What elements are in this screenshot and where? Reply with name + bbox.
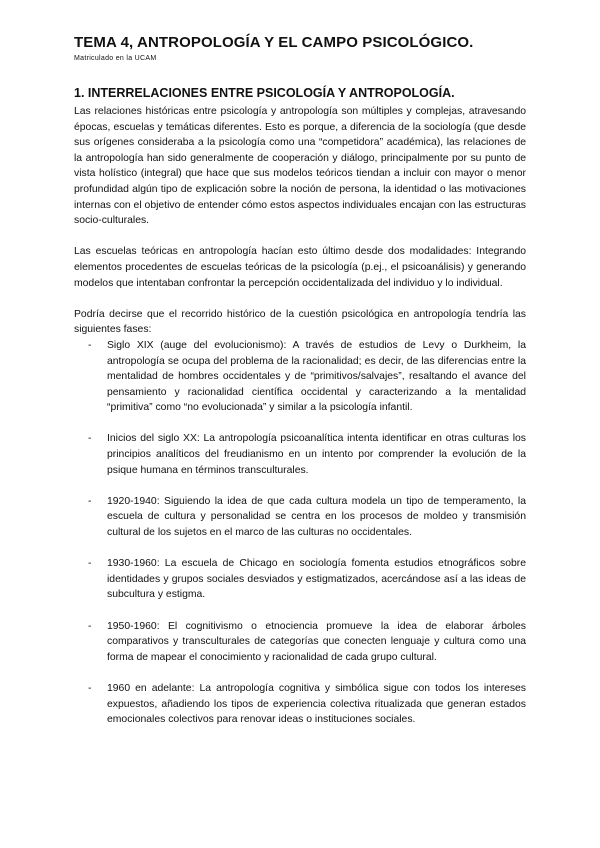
bullet-dash: - (88, 495, 92, 507)
list-item (74, 681, 526, 728)
list-item-text: 1930-1960: La escuela de Chicago en sociología fomenta estudios etnográficos sobre identidades y grupos sociales desviados y estigmatizados, acercándose así a las ideas de subcultura y estigma. (107, 558, 526, 601)
list-item (74, 619, 526, 666)
list-item-text: Inicios del siglo XX: La antropología psicoanalítica intenta identificar en otras culturas los principios analíticos del freudianismo en un intento por comprender la evolución de la psique humana en términos transculturales. (107, 433, 526, 476)
list-item-text: 1920-1940: Siguiendo la idea de que cada cultura modela un tipo de temperamento, la escuela de cultura y personalidad se centra en los procesos de moldeo y transmisión cultural de los sujetos en el marco de las culturas no occidentales. (107, 495, 526, 539)
paragraph: Las relaciones históricas entre psicología y antropología son múltiples y complejas, atravesando épocas, escuelas y temáticas diferentes. Esto es porque, a diferencia de la sociología (que desde sus orígenes consideraba a la psicología como una “competidora” académica), las relaciones de la antropología han sido generalmente de cooperación y diálogo, principalmente por su punto de vista holístico (integral) que hace que sus modelos teóricos tiendan a incluir con mayor o menor profundidad algún tipo de explicación sobre la noción de persona, la identidad o las motivaciones internas con el objetivo de entender cómo estos aspectos individuales encajan con las estructuras socio-culturales. (74, 106, 526, 227)
bullet-dash: - (88, 339, 92, 351)
list-item (74, 338, 526, 416)
paragraph: Podría decirse que el recorrido histórico de la cuestión psicológica en antropología tendría las siguientes fases: (74, 308, 526, 336)
list-item-text: Siglo XIX (auge del evolucionismo): A través de estudios de Levy o Durkheim, la antropología se ocupa del problema de la racionalidad; es decir, de las diferencias entre la mentalidad de hombres occidentales y de “primitivos/salvajes”, resaltando el avance del pensamiento y racionalidad científica occidental y caracterizando a la mentalidad “primitiva” como “no evolucionada” y similar a la psicología infantil. (107, 339, 526, 414)
phases-list (74, 338, 526, 728)
bullet-dash: - (88, 682, 92, 694)
list-item (74, 431, 526, 478)
bullet-dash: - (88, 620, 92, 632)
list-item-text: 1950-1960: El cognitivismo o etnociencia promueve la idea de elaborar árboles comparativos y transculturales de categorías que conecten lenguaje y cultura como una forma de mapear el conocimiento y racionalidad de cada grupo cultural. (107, 620, 526, 663)
list-item-text: 1960 en adelante: La antropología cognitiva y simbólica sigue con todos los intereses expuestos, añadiendo los tipos de experiencia colectiva ritualizada que generan estados emocionales colectivos para renovar ideas o instituciones sociales. (107, 682, 526, 726)
paragraph: Las escuelas teóricas en antropología hacían esto último desde dos modalidades: Integrando elementos procedentes de escuelas teóricas de la psicología (p.ej., el psicoanálisis) y generando modelos que intentaban confrontar la percepción occidentalizada del individuo y lo individual. (74, 246, 526, 289)
bullet-dash: - (88, 433, 92, 445)
list-item (74, 556, 526, 603)
list-item (74, 494, 526, 541)
bullet-dash: - (88, 558, 92, 570)
document-body (74, 104, 526, 743)
subtitle: Matriculado en la UCAM (74, 55, 157, 62)
page-title: TEMA 4, ANTROPOLOGÍA Y EL CAMPO PSICOLÓGICO. (74, 34, 474, 51)
section-heading: 1. INTERRELACIONES ENTRE PSICOLOGÍA Y ANTROPOLOGÍA. (74, 86, 455, 100)
